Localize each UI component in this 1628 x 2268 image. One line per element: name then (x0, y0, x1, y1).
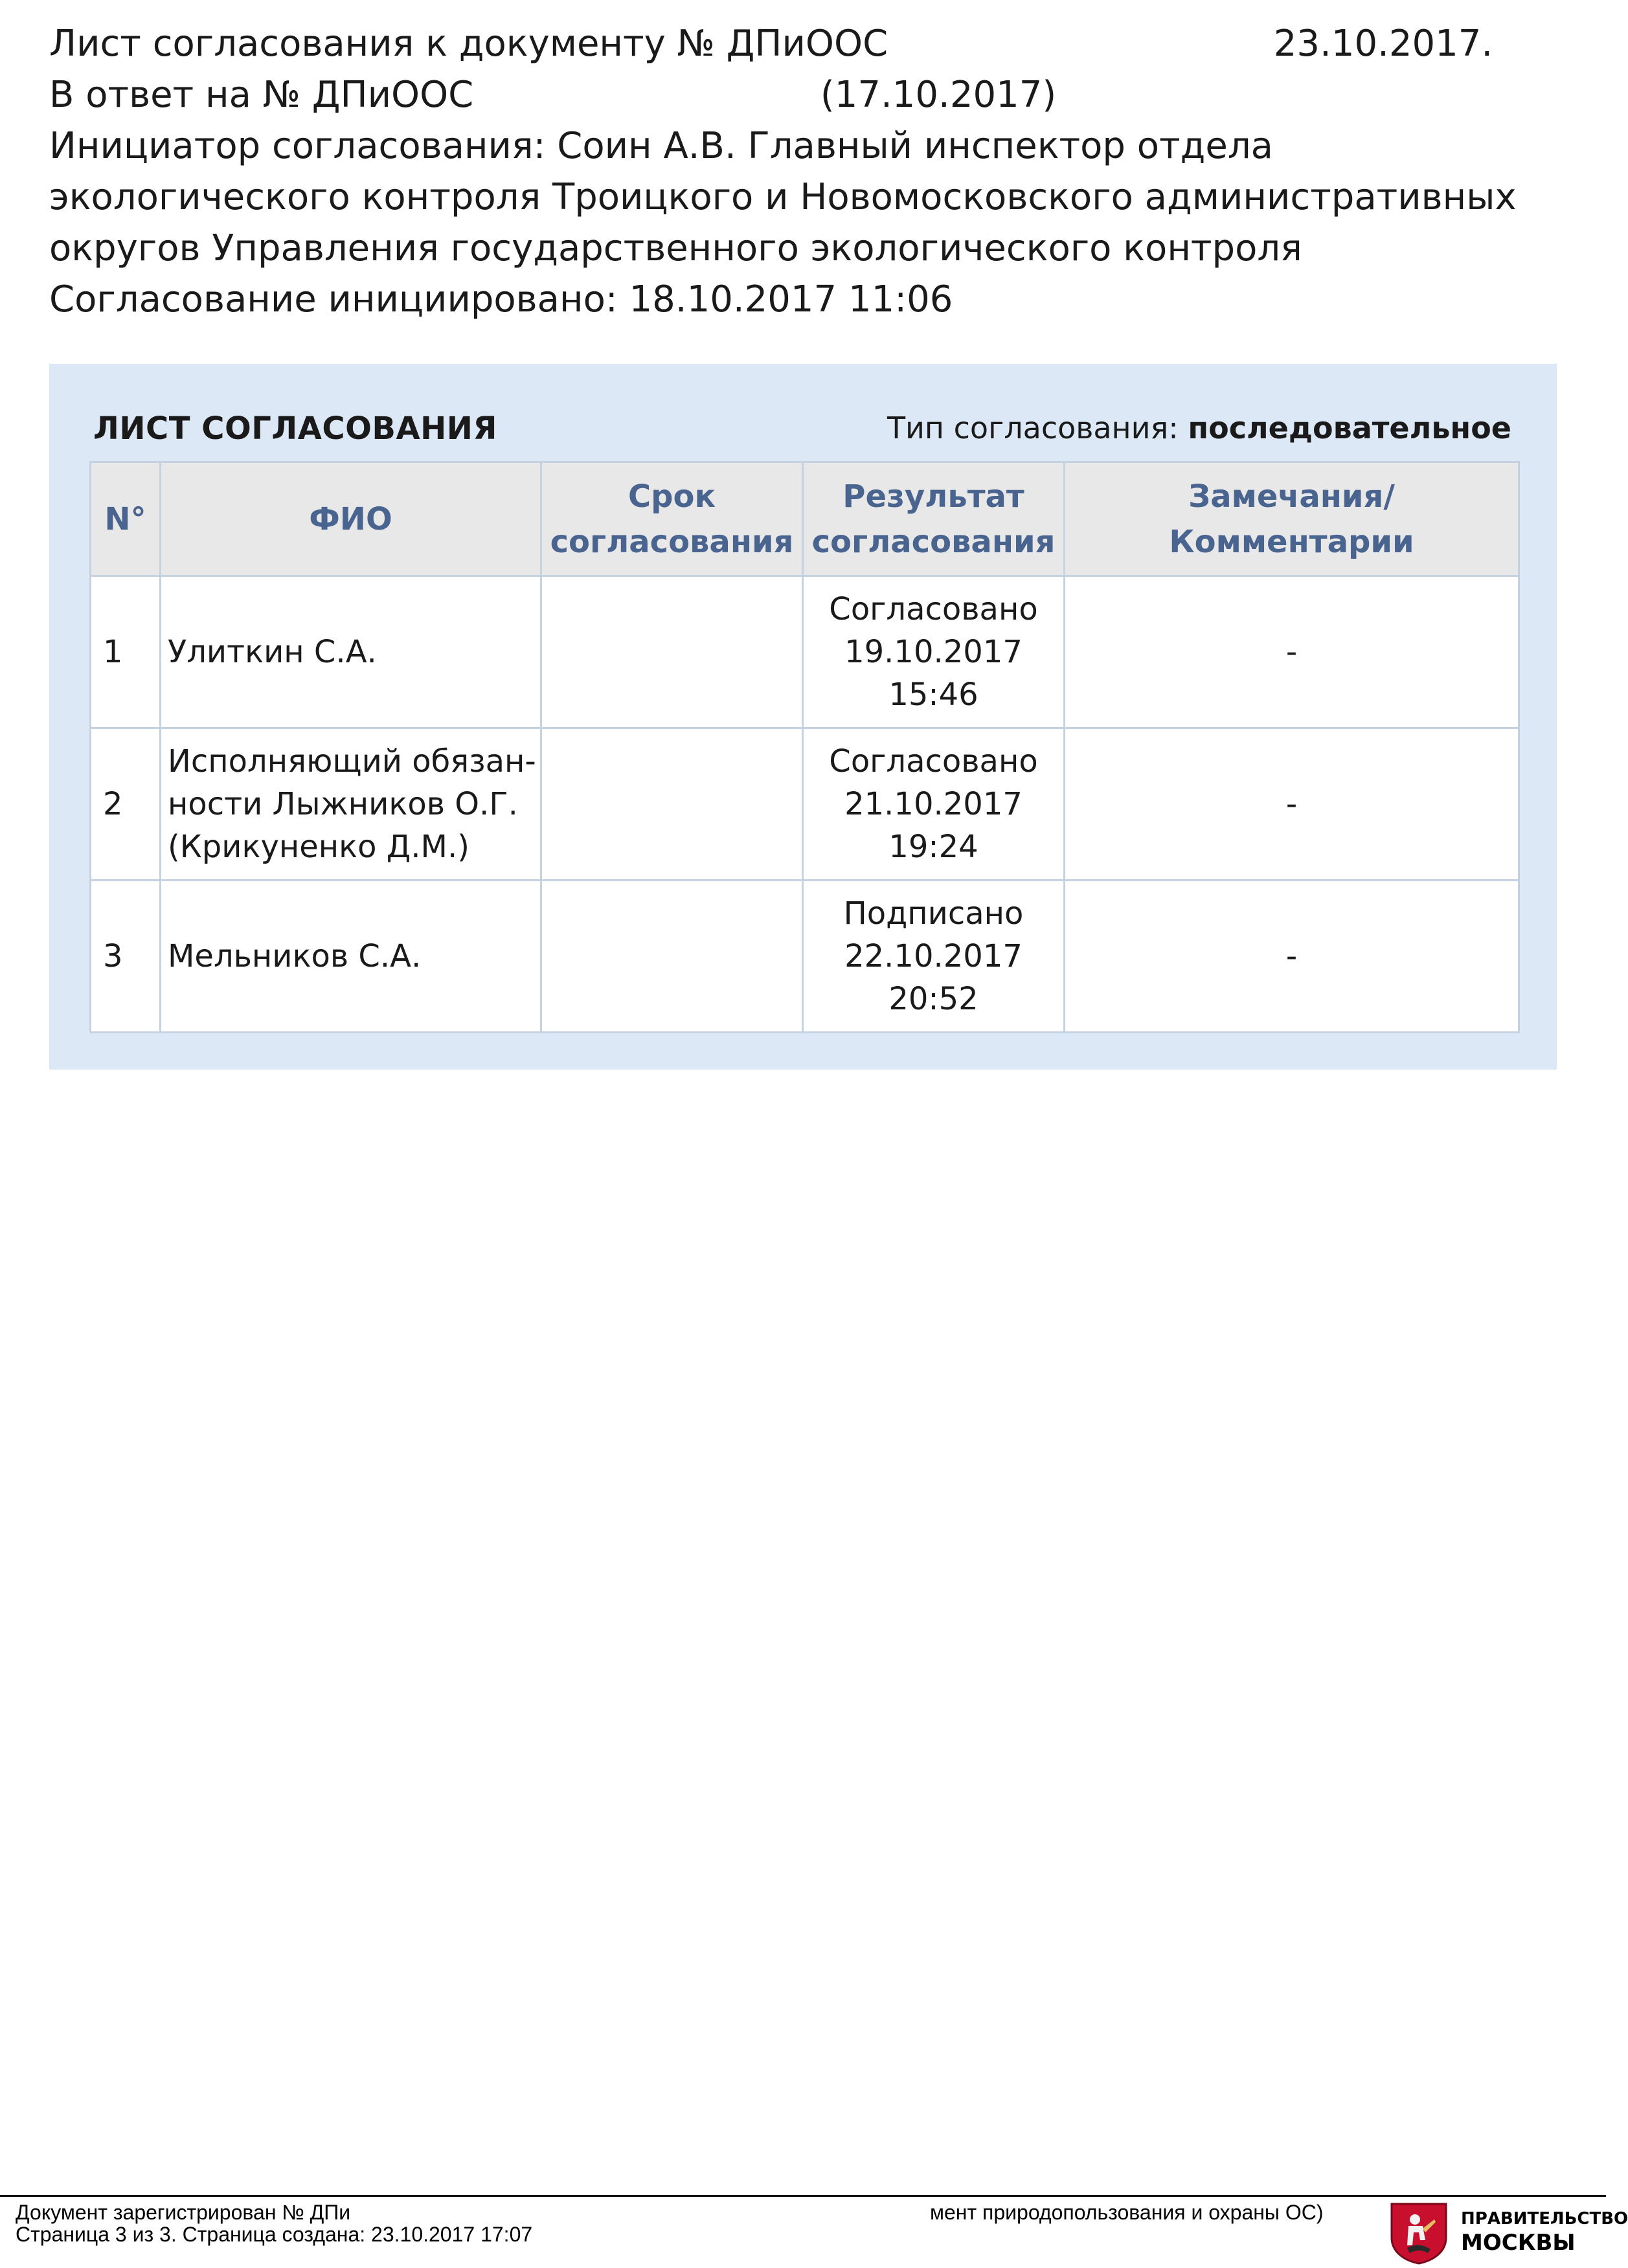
row-result-status: Подписано (843, 895, 1024, 932)
column-header-deadline-line1: Срок (627, 478, 716, 515)
row-comment: - (1065, 728, 1519, 881)
redacted-block (485, 78, 809, 117)
row-num: 2 (91, 728, 161, 881)
row-result-date: 21.10.2017 (844, 786, 1023, 822)
row-fio-line: (Крикуненко Д.М.) (168, 829, 469, 865)
row-result-date: 19.10.2017 (844, 634, 1023, 670)
footer-divider (0, 2195, 1606, 2197)
approval-table (89, 461, 1520, 1033)
row-result (803, 576, 1065, 728)
row-fio-line: ности Лыжников О.Г. (168, 786, 518, 822)
approval-sheet-panel (49, 364, 1557, 1070)
row-result (803, 881, 1065, 1033)
redacted-block (899, 27, 1262, 65)
column-header-num: N° (91, 462, 161, 576)
approval-type-label: Тип согласования: (887, 410, 1179, 445)
footer-page-info: Страница 3 из 3. Страница создана: 23.10.2017 17:07 (16, 2223, 533, 2246)
header-reply-date: (17.10.2017) (820, 74, 1057, 116)
row-result-status: Согласовано (829, 591, 1038, 627)
header-doc-date: 23.10.2017. (1273, 23, 1493, 65)
header-line-1 (49, 18, 1558, 69)
row-deadline (541, 881, 803, 1033)
row-deadline (541, 576, 803, 728)
column-header-deadline-line2: согласования (550, 523, 794, 560)
row-num: 1 (91, 576, 161, 728)
row-deadline (541, 728, 803, 881)
footer-registration (16, 2201, 532, 2245)
government-logo-text (1461, 2208, 1628, 2256)
table-row (91, 881, 1519, 1033)
table-row (91, 576, 1519, 728)
row-fio (161, 576, 541, 728)
row-result-time: 20:52 (888, 981, 978, 1017)
column-header-result-line2: согласования (811, 523, 1056, 560)
table-row (91, 728, 1519, 881)
panel-title: ЛИСТ СОГЛАСОВАНИЯ (93, 410, 497, 447)
row-num: 3 (91, 881, 161, 1033)
gov-line-2: МОСКВЫ (1461, 2230, 1576, 2256)
row-fio-line: Исполняющий обязан- (168, 743, 536, 780)
header-line-4: экологического контроля Троицкого и Новомосковского административных (49, 176, 1517, 218)
header-line-3: Инициатор согласования: Соин А.В. Главный инспектор отдела (49, 125, 1273, 167)
header-line-5: округов Управления государственного экологического контроля (49, 227, 1302, 269)
row-fio (161, 881, 541, 1033)
row-result-time: 15:46 (888, 677, 978, 713)
header-line-2 (49, 69, 1558, 120)
header-line-6: Согласование инициировано: 18.10.2017 11:06 (49, 278, 953, 320)
row-result-status: Согласовано (829, 743, 1038, 780)
moscow-coat-of-arms-icon (1389, 2200, 1449, 2265)
column-header-result (803, 462, 1065, 576)
row-fio-line: Мельников С.А. (168, 938, 422, 974)
header-reply-ref: В ответ на № ДПиООС (49, 74, 474, 116)
approval-type-value: последовательное (1188, 410, 1511, 445)
row-comment: - (1065, 576, 1519, 728)
document-header (49, 18, 1558, 325)
table-header-row (91, 462, 1519, 576)
approval-type (887, 410, 1511, 445)
row-fio-line: Улиткин С.А. (168, 634, 377, 670)
row-result (803, 728, 1065, 881)
column-header-fio: ФИО (161, 462, 541, 576)
column-header-deadline (541, 462, 803, 576)
gov-line-1: ПРАВИТЕЛЬСТВО (1461, 2209, 1628, 2229)
column-header-result-line1: Результат (842, 478, 1024, 515)
footer-department: мент природопользования и охраны ОС) (930, 2201, 1324, 2224)
row-fio (161, 728, 541, 881)
row-result-date: 22.10.2017 (844, 938, 1023, 974)
footer-registration-line: Документ зарегистрирован № ДПи (16, 2201, 351, 2224)
row-comment: - (1065, 881, 1519, 1033)
header-doc-ref: Лист согласования к документу № ДПиООС (49, 23, 888, 65)
row-result-time: 19:24 (888, 829, 978, 865)
column-header-comments: Замечания/Комментарии (1065, 462, 1519, 576)
